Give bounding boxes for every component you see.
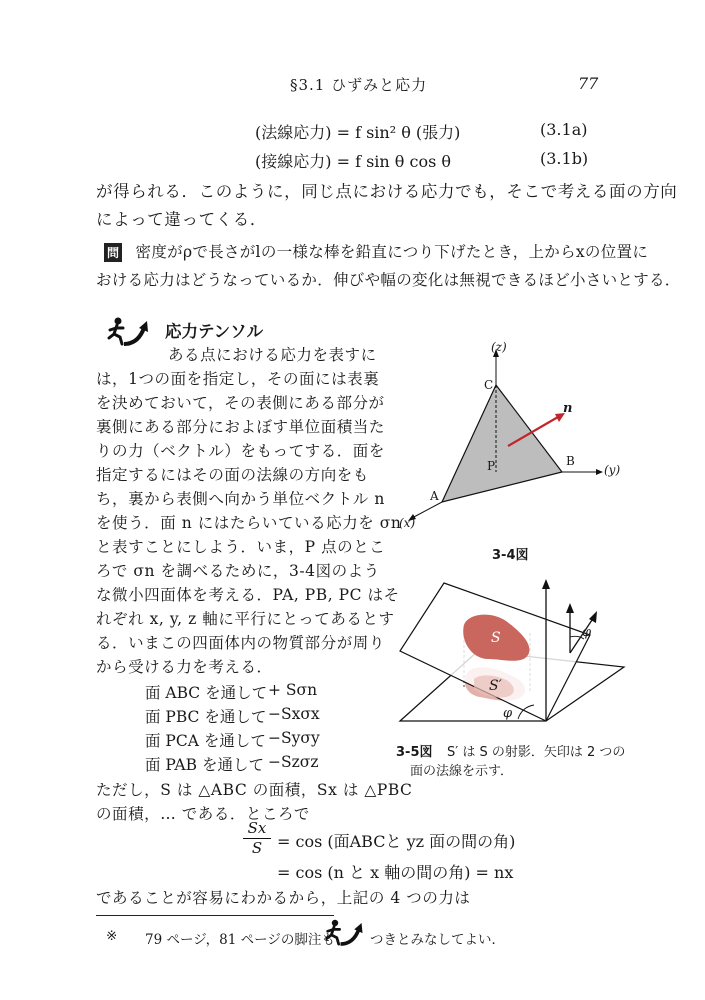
phi-top-label: φ (582, 625, 592, 640)
footnote-mark: ※ (106, 928, 118, 944)
runner-arrow-icon (324, 918, 368, 954)
equation-line: = cos (n と x 軸の間の角) = nx (277, 863, 514, 882)
figure-3-5-caption-line: 面の法線を示す． (410, 764, 513, 779)
question-text: 密度がρで長さがlの一様な棒を鉛直につり下げたとき，上からxの位置に (135, 243, 649, 261)
footnote-text-after: つきとみなしてよい． (370, 932, 505, 948)
face-abc-force: + Sσn (268, 681, 318, 699)
equation-line: = cos (面ABCと yz 面の間の角) (277, 832, 516, 851)
vertex-p-label: P (487, 459, 496, 473)
body-line: ろで σn を調べるために，3-4図のよう (96, 562, 380, 580)
body-line: る．いまこの四面体内の物質部分が周り (96, 634, 385, 652)
body-line: 裏側にある部分におよぼす単位面積当た (96, 418, 385, 436)
body-line: は，1つの面を指定し，その面には表裏 (96, 370, 380, 388)
body-line: の面積，… である．ところで (96, 805, 310, 823)
blob-s-prime-label: S′ (489, 678, 502, 694)
normal-n-label: n (563, 401, 573, 416)
body-line: ある点における応力を表すに (168, 346, 377, 364)
face-pca-label: 面 PCA を通して (145, 732, 266, 750)
fraction (243, 819, 271, 858)
paragraph-line: が得られる．このように，同じ点における応力でも，そこで考える面の方向 (96, 182, 678, 201)
vertex-c-label: C (484, 378, 494, 392)
face-pab-force: −Szσz (268, 753, 319, 771)
question-line: おける応力はどうなっているか．伸びや幅の変化は無視できるほど小さいとする． (96, 271, 681, 289)
equation-3-1b: (接線応力) = f sin θ cos θ (255, 152, 452, 171)
section-title: 応力テンソル (165, 322, 264, 341)
axis-y-label: (y) (604, 463, 621, 477)
vertex-a-label: A (430, 489, 439, 503)
equation-3-1a: (法線応力) = f sin² θ (張力) (255, 123, 461, 142)
body-line: を使う．面 n にはたらいている応力を σn (96, 514, 402, 532)
question-badge: 問 (104, 243, 122, 262)
footnote-rule (96, 915, 334, 916)
body-line: 指定するにはその面の法線の方向をも (96, 466, 369, 484)
fraction-denominator: S (251, 839, 263, 857)
body-line: りの力（ベクトル）をもってする．面を (96, 442, 385, 460)
face-pbc-force: −Sxσx (268, 705, 320, 723)
body-line: な微小四面体を考える．PA, PB, PC はそ (96, 586, 400, 604)
figure-3-5-caption-number: 3-5図 (396, 745, 433, 760)
face-pab-label: 面 PAB を通して (145, 756, 264, 774)
body-line: から受ける力を考える． (96, 658, 273, 676)
body-line: と表すことにしよう．いま，P 点のとこ (96, 538, 386, 556)
equation-3-1b-label: (3.1b) (540, 149, 589, 168)
question-line (104, 240, 648, 262)
fraction-numerator: Sx (243, 819, 271, 839)
face-pbc-label: 面 PBC を通して (145, 708, 267, 726)
phi-bottom-label: φ (503, 706, 513, 721)
face-pca-force: −Syσy (268, 729, 320, 747)
blob-s-label: S (491, 630, 501, 646)
equation-3-1a-label: (3.1a) (540, 120, 588, 139)
vertex-b-label: B (566, 454, 575, 468)
page-number: 77 (578, 74, 599, 93)
body-line: を決めておいて，その表側にある部分が (96, 394, 385, 412)
face-abc (442, 385, 562, 502)
body-line: であることが容易にわかるから，上記の 4 つの力は (96, 889, 471, 907)
figure-3-5-caption-line: S′ は S の射影．矢印は 2 つの (447, 745, 626, 760)
body-line: れぞれ x, y, z 軸に平行にとってあるとす (96, 610, 395, 628)
paragraph-line: によって違ってくる． (96, 210, 267, 229)
footnote-text: 79 ページ，81 ページの脚注も (145, 932, 335, 948)
body-line: ただし，S は △ABC の面積，Sx は △PBC (96, 781, 413, 799)
face-abc-label: 面 ABC を通して (145, 684, 268, 702)
body-line: ち，裏から表側へ向かう単位ベクトル n (96, 490, 385, 508)
figure-3-4 (390, 335, 635, 539)
axis-z-label: (z) (491, 340, 507, 354)
axis-x-label: (x) (399, 516, 416, 530)
figure-3-4-caption: 3-4図 (492, 548, 529, 563)
running-header: §3.1 ひずみと応力 (290, 76, 428, 94)
runner-arrow-icon (106, 316, 154, 354)
